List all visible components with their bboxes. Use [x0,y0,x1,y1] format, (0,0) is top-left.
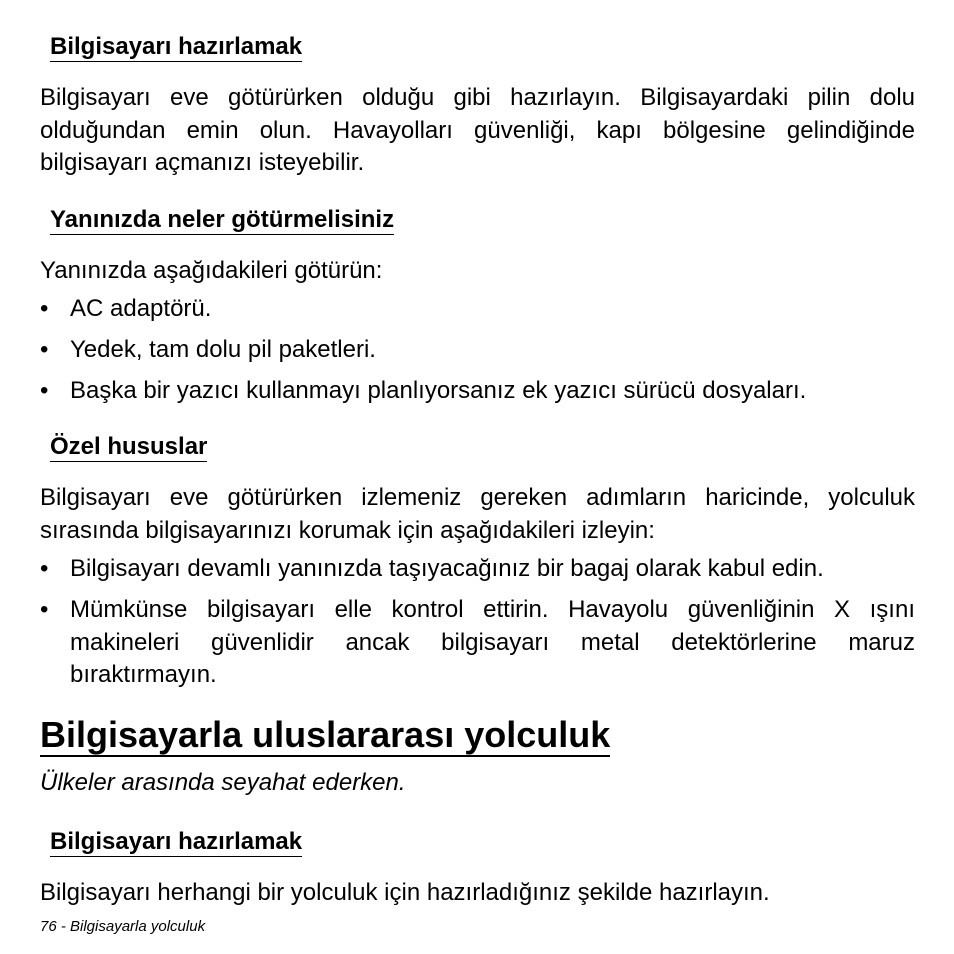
paragraph-what-to-bring-intro: Yanınızda aşağıdakileri götürün: [40,257,383,284]
bullet-icon: • [40,555,49,582]
chapter-title-text: Bilgisayarla uluslararası yolculuk [40,714,611,755]
list-item-text: Yedek, tam dolu pil paketleri. [70,336,376,363]
section-heading-special-considerations [50,433,207,461]
chapter-subtitle: Ülkeler arasında seyahat ederken. [40,769,406,796]
section-heading-text: Bilgisayarı hazırlamak [50,828,303,855]
bullet-icon: • [40,596,49,623]
chapter-title [40,713,610,757]
list-item-text: Bilgisayarı devamlı yanınızda taşıyacağınız bir bagaj olarak kabul edin. [70,555,824,582]
list-item-text: AC adaptörü. [70,295,212,322]
paragraph-prepare-computer-international: Bilgisayarı herhangi bir yolculuk için hazırladığınız şekilde hazırlayın. [40,879,770,906]
bullet-icon: • [40,336,49,363]
section-heading-text: Yanınızda neler götürmelisiniz [50,206,395,233]
bullet-icon: • [40,295,49,322]
paragraph-prepare-computer: Bilgisayarı eve götürürken olduğu gibi hazırlayın. Bilgisayardaki pilin dolu olduğundan emin olun. Havayolları güvenliği, kapı bölgesine gelindiğinde bilgisayarı açmanızı isteyebilir. [40,84,915,176]
section-heading-prepare-computer-international [50,828,302,856]
section-heading-what-to-bring [50,206,394,234]
list-item-text: Mümkünse bilgisayarı elle kontrol ettirin. Havayolu güvenliğinin X ışını makineleri güvenlidir ancak bilgisayarı metal detektörlerine maruz bıraktırmayın. [70,596,915,688]
list-item-text: Başka bir yazıcı kullanmayı planlıyorsanız ek yazıcı sürücü dosyaları. [70,377,807,404]
bullet-icon: • [40,377,49,404]
paragraph-special-considerations: Bilgisayarı eve götürürken izlemeniz gereken adımların haricinde, yolculuk sırasında bilgisayarınızı korumak için aşağıdakileri izleyin: [40,484,915,544]
section-heading-text: Bilgisayarı hazırlamak [50,33,303,60]
page-footer: 76 - Bilgisayarla yolculuk [40,918,206,935]
section-heading-text: Özel hususlar [50,433,208,460]
section-heading-prepare-computer [50,33,302,61]
